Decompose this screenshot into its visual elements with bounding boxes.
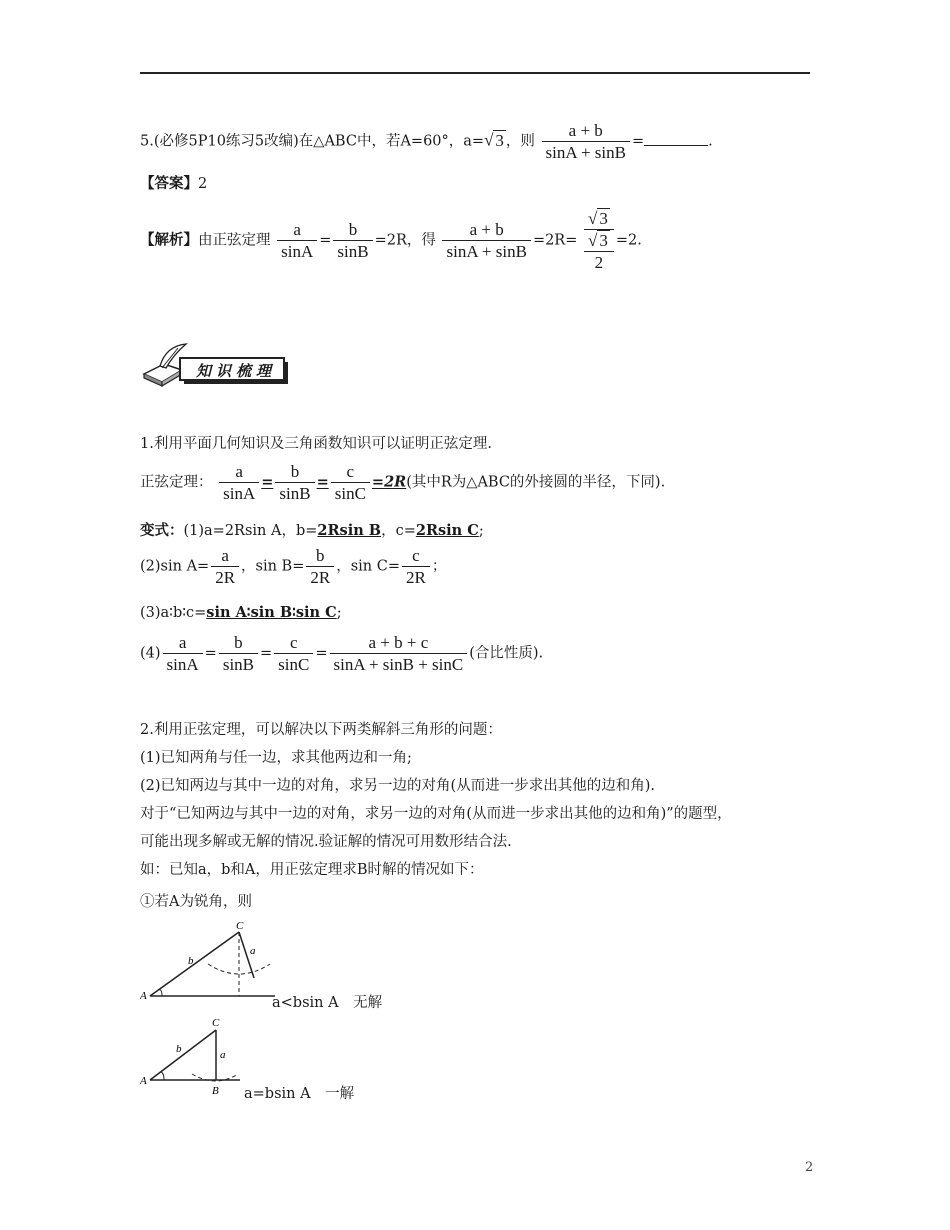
section-2-para-2: 可能出现多解或无解的情况.验证解的情况可用数形结合法.	[140, 834, 512, 850]
answer-value: 2	[198, 176, 208, 192]
analysis-line: 【解析】由正弦定理 $\frac{a}{\sin A}$ = $\frac{b}{\sin B}$ =2R，得 $\frac{a + b}{\sin A + \sin B}$ =2R= √ 3 √ 3 2 =2.	[140, 209, 642, 272]
section-1-title: 1.利用平面几何知识及三角函数知识可以证明正弦定理.	[140, 436, 492, 452]
sqrt-three: √ 3	[484, 130, 504, 150]
fraction-a-2R: $\frac{a}{2R}$	[211, 545, 239, 588]
label-A: A	[140, 990, 147, 1002]
label-C: C	[236, 920, 244, 932]
label-a: a	[220, 1049, 226, 1061]
section-2-title: 2.利用正弦定理，可以解决以下两类解斜三角形的问题：	[140, 722, 502, 738]
caption-one-solution: a=bsin A 一解	[244, 1086, 355, 1102]
section-2-para-3: 如：已知a，b和A，用正弦定理求B时解的情况如下：	[140, 862, 484, 878]
analysis-label: 【解析】	[140, 231, 198, 249]
sine-law-note: (其中R为△ABC的外接圆的半径，下同).	[406, 474, 666, 491]
label-b: b	[188, 955, 194, 967]
knowledge-review-banner	[140, 340, 292, 390]
fraction-a-sinA: $\frac{a}{\sin A}$	[163, 632, 203, 675]
fraction-b-2R: $\frac{b}{2R}$	[306, 545, 334, 588]
fraction-sum-sum: $\frac{a + b + c}{\sin A + \sin B + \sin C}$	[330, 632, 468, 675]
caption-no-solution: a<bsin A 无解	[272, 995, 383, 1011]
two-r-answer: 2R	[384, 473, 407, 491]
answer-line	[140, 172, 207, 193]
fraction-b-sinB: $\frac{b}{\sin B}$	[275, 461, 314, 504]
header-rule	[140, 72, 810, 74]
label-a: a	[250, 945, 256, 957]
label-B: B	[212, 1085, 219, 1097]
problem-5: 5.(必修5P10练习5改编)在△ABC中，若A=60°，a=√ 3 ，则 $\frac{a + b}{\sin A + \sin B}$ = .	[140, 121, 713, 162]
sine-law-line: 正弦定理： $\frac{a}{\sin A}$ = $\frac{b}{\sin B}$ = $\frac{c}{\sin C}$ =2R(其中R为△ABC的外接圆的半径，下同).	[140, 462, 666, 503]
sine-law-label: 正弦定理：	[140, 474, 213, 491]
case-acute: ①若A为锐角，则	[140, 894, 252, 910]
label-b: b	[176, 1043, 182, 1055]
page-number: 2	[805, 1160, 814, 1175]
section-2-para-1: 对于“已知两边与其中一边的对角，求另一边的对角(从而进一步求出其他的边和角)”的题型，	[140, 806, 732, 822]
fraction-sum-over-sines: $\frac{a + b}{\sin A + \sin B}$	[542, 120, 630, 163]
variant-4: (4) $\frac{a}{\sin A}$ = $\frac{b}{\sin B}$ = $\frac{c}{\sin C}$ = $\frac{a + b + c}{\sin A + \sin B + \sin C}$ (合比性质).	[140, 633, 544, 674]
fraction-nested: √ 3 √ 3 2	[584, 208, 614, 273]
variant-1: 变式：(1)a=2Rsin A，b=2Rsin B，c=2Rsin C;	[140, 522, 484, 539]
fraction-a-sinA: $\frac{a}{\sin A}$	[277, 219, 317, 262]
variant-3: (3)a∶b∶c=sin A∶sin B∶sin C;	[140, 604, 342, 621]
fraction-sum-over-sines: $\frac{a + b}{\sin A + \sin B}$	[442, 219, 530, 262]
answer-label: 【答案】	[140, 175, 198, 192]
fraction-b-sinB: $\frac{b}{\sin B}$	[219, 632, 258, 675]
fraction-c-2R: $\frac{c}{2R}$	[402, 545, 430, 588]
section-2-item-2: (2)已知两边与其中一边的对角，求另一边的对角(从而进一步求出其他的边和角).	[140, 778, 655, 794]
section-2-item-1: (1)已知两角与任一边，求其他两边和一角;	[140, 750, 412, 766]
label-C: C	[212, 1017, 220, 1029]
fraction-b-sinB: $\frac{b}{\sin B}$	[333, 219, 372, 262]
answer-blank	[644, 131, 708, 146]
problem-5-stem: 5.(必修5P10练习5改编)在△ABC中，若A=60°，a=	[140, 133, 485, 150]
problem-5-then: ，则	[505, 133, 535, 150]
fraction-a-sinA: $\frac{a}{\sin A}$	[219, 461, 259, 504]
variant-label: 变式：	[140, 522, 184, 539]
label-A: A	[140, 1075, 147, 1087]
banner-title: 知识梳理	[196, 362, 277, 380]
fraction-c-sinC: $\frac{c}{\sin C}$	[331, 461, 370, 504]
fraction-c-sinC: $\frac{c}{\sin C}$	[274, 632, 313, 675]
triangle-one-solution-figure	[140, 1014, 250, 1098]
variant-2: (2)sin A= $\frac{a}{2R}$ ，sin B= $\frac{b}{2R}$ ，sin C= $\frac{c}{2R}$ ；	[140, 546, 447, 587]
